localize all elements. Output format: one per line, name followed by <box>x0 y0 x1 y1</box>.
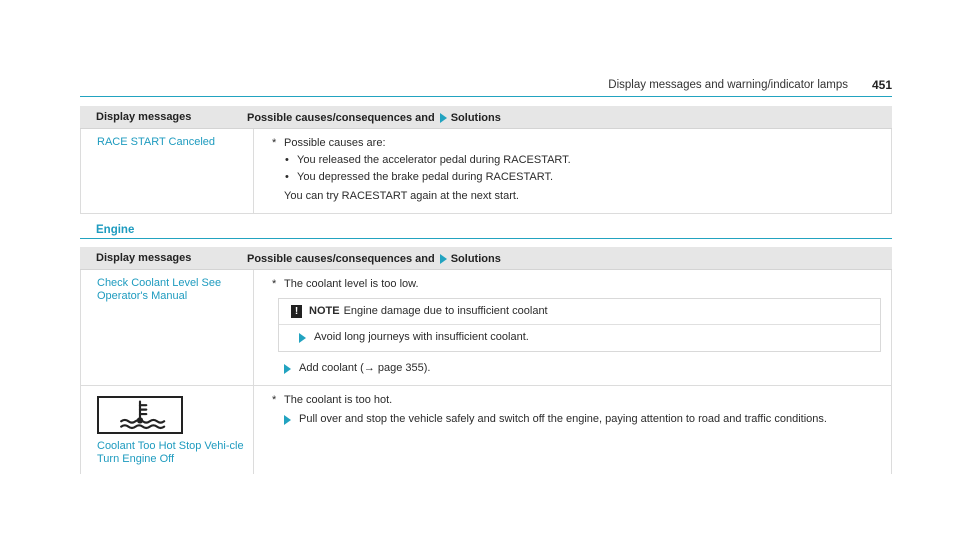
table-row <box>80 129 892 214</box>
table-row <box>80 270 892 386</box>
asterisk-marker: * <box>272 278 277 290</box>
header-divider <box>80 96 892 97</box>
cause-line <box>262 135 881 152</box>
display-message: Check Coolant Level See Operator's Manual <box>80 270 254 385</box>
causes-solutions <box>254 129 892 213</box>
solution-step <box>262 411 881 428</box>
display-message: Coolant Too Hot Stop Vehi-cle Turn Engine Off <box>97 440 244 465</box>
display-message: RACE START Canceled <box>80 129 254 213</box>
causes-solutions <box>254 270 892 385</box>
asterisk-marker: * <box>272 394 277 406</box>
solution-step <box>262 360 881 377</box>
note-box <box>278 298 881 352</box>
table-header <box>80 247 892 270</box>
play-arrow-icon <box>440 113 447 123</box>
note-step: Avoid long journeys with insufficient coolant. <box>314 331 529 343</box>
col-causes-label: Possible causes/consequences and <box>247 253 435 265</box>
causes-solutions <box>254 386 892 474</box>
cause-text: The coolant is too hot. <box>284 394 393 406</box>
step-text: Add coolant (→ page 355). <box>299 362 431 374</box>
note-header <box>279 299 880 325</box>
engine-table <box>80 247 892 474</box>
page-number: 451 <box>871 78 892 92</box>
section-title: Engine <box>96 224 135 236</box>
col-display-messages: Display messages <box>96 252 192 264</box>
note-body <box>279 325 880 351</box>
coolant-temperature-icon <box>97 396 183 434</box>
bullet-text: You depressed the brake pedal during RACESTART. <box>297 171 554 183</box>
bullet-icon: • <box>285 154 289 166</box>
play-arrow-icon <box>299 333 306 343</box>
col-causes-solutions <box>239 253 892 269</box>
asterisk-marker: * <box>272 137 277 149</box>
col-solutions-label: Solutions <box>450 112 501 124</box>
col-causes-label: Possible causes/consequences and <box>247 112 435 124</box>
list-item <box>262 169 881 186</box>
spacer <box>262 428 881 466</box>
cause-line <box>262 392 881 409</box>
cause-line <box>262 276 881 293</box>
col-display-messages: Display messages <box>96 111 192 123</box>
col-causes-solutions <box>239 112 892 128</box>
note-label: NOTE <box>309 305 340 317</box>
play-arrow-icon <box>284 415 291 425</box>
cause-text: The coolant level is too low. <box>284 278 419 290</box>
col-solutions-label: Solutions <box>450 253 501 265</box>
closing-text: You can try RACESTART again at the next start. <box>284 190 519 202</box>
bullet-icon: • <box>285 171 289 183</box>
race-start-table <box>80 106 892 214</box>
bullet-text: You released the accelerator pedal during RACESTART. <box>297 154 571 166</box>
play-arrow-icon <box>440 254 447 264</box>
step-text: Pull over and stop the vehicle safely and switch off the engine, paying attention to road and traffic conditions. <box>299 413 827 425</box>
play-arrow-icon <box>284 364 291 374</box>
display-message-cell <box>80 386 254 474</box>
running-title: Display messages and warning/indicator lamps <box>608 79 848 91</box>
note-text: Engine damage due to insufficient coolant <box>343 305 548 317</box>
section-divider <box>80 238 892 239</box>
list-item <box>262 152 881 169</box>
table-row <box>80 386 892 474</box>
table-header <box>80 106 892 129</box>
warning-exclamation-icon: ! <box>291 305 302 318</box>
cause-text: Possible causes are: <box>284 137 386 149</box>
